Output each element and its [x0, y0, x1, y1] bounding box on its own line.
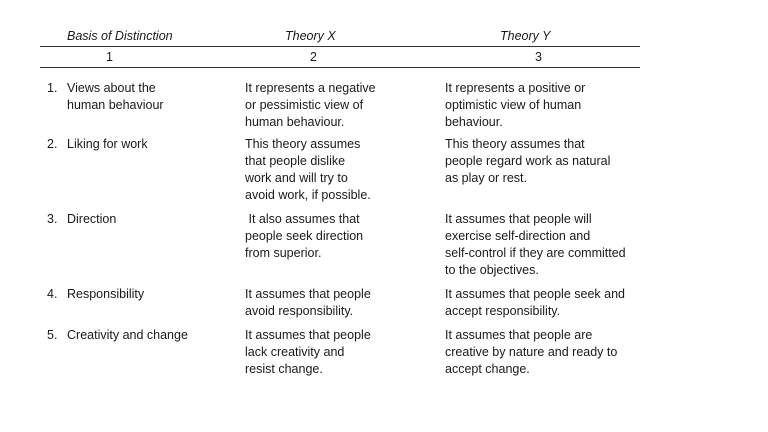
row-theory-y: It assumes that people are creative by nature and ready to accept change.	[445, 328, 618, 376]
row-theory-x: This theory assumes that people dislike work and will try to avoid work, if possible.	[245, 137, 371, 202]
row-basis: Responsibility	[67, 287, 145, 301]
row-index: 5.	[47, 328, 58, 342]
row-theory-y: This theory assumes that people regard work as natural as play or rest.	[445, 137, 611, 185]
row-basis: Direction	[67, 212, 117, 226]
row-index: 3.	[47, 212, 58, 226]
row-theory-y: It assumes that people seek and accept responsibility.	[445, 287, 625, 318]
row-theory-x: It also assumes that people seek direction from superior.	[245, 212, 364, 260]
row-theory-x: It represents a negative or pessimistic view of human behaviour.	[245, 81, 376, 129]
row-theory-y: It assumes that people will exercise self-direction and self-control if they are committed to the objectives.	[445, 212, 626, 277]
row-index: 2.	[47, 137, 58, 151]
row-basis: Liking for work	[67, 137, 148, 151]
row-theory-y: It represents a positive or optimistic view of human behaviour.	[445, 81, 586, 129]
column-number-row	[40, 46, 640, 67]
row-index: 1.	[47, 81, 58, 95]
comparison-table	[40, 24, 640, 376]
header-theory-x: Theory X	[285, 29, 336, 43]
row-basis: Views about the human behaviour	[67, 81, 164, 112]
row-index: 4.	[47, 287, 58, 301]
header-rule-bottom	[40, 67, 640, 68]
column-number-3: 3	[535, 50, 542, 64]
row-theory-x: It assumes that people lack creativity and resist change.	[245, 328, 371, 376]
table-header-row	[40, 24, 640, 46]
row-basis: Creativity and change	[67, 328, 188, 342]
header-theory-y: Theory Y	[500, 29, 551, 43]
column-number-2: 2	[310, 50, 317, 64]
row-theory-x: It assumes that people avoid responsibility.	[245, 287, 371, 318]
column-number-1: 1	[106, 50, 113, 64]
header-basis: Basis of Distinction	[67, 29, 173, 43]
